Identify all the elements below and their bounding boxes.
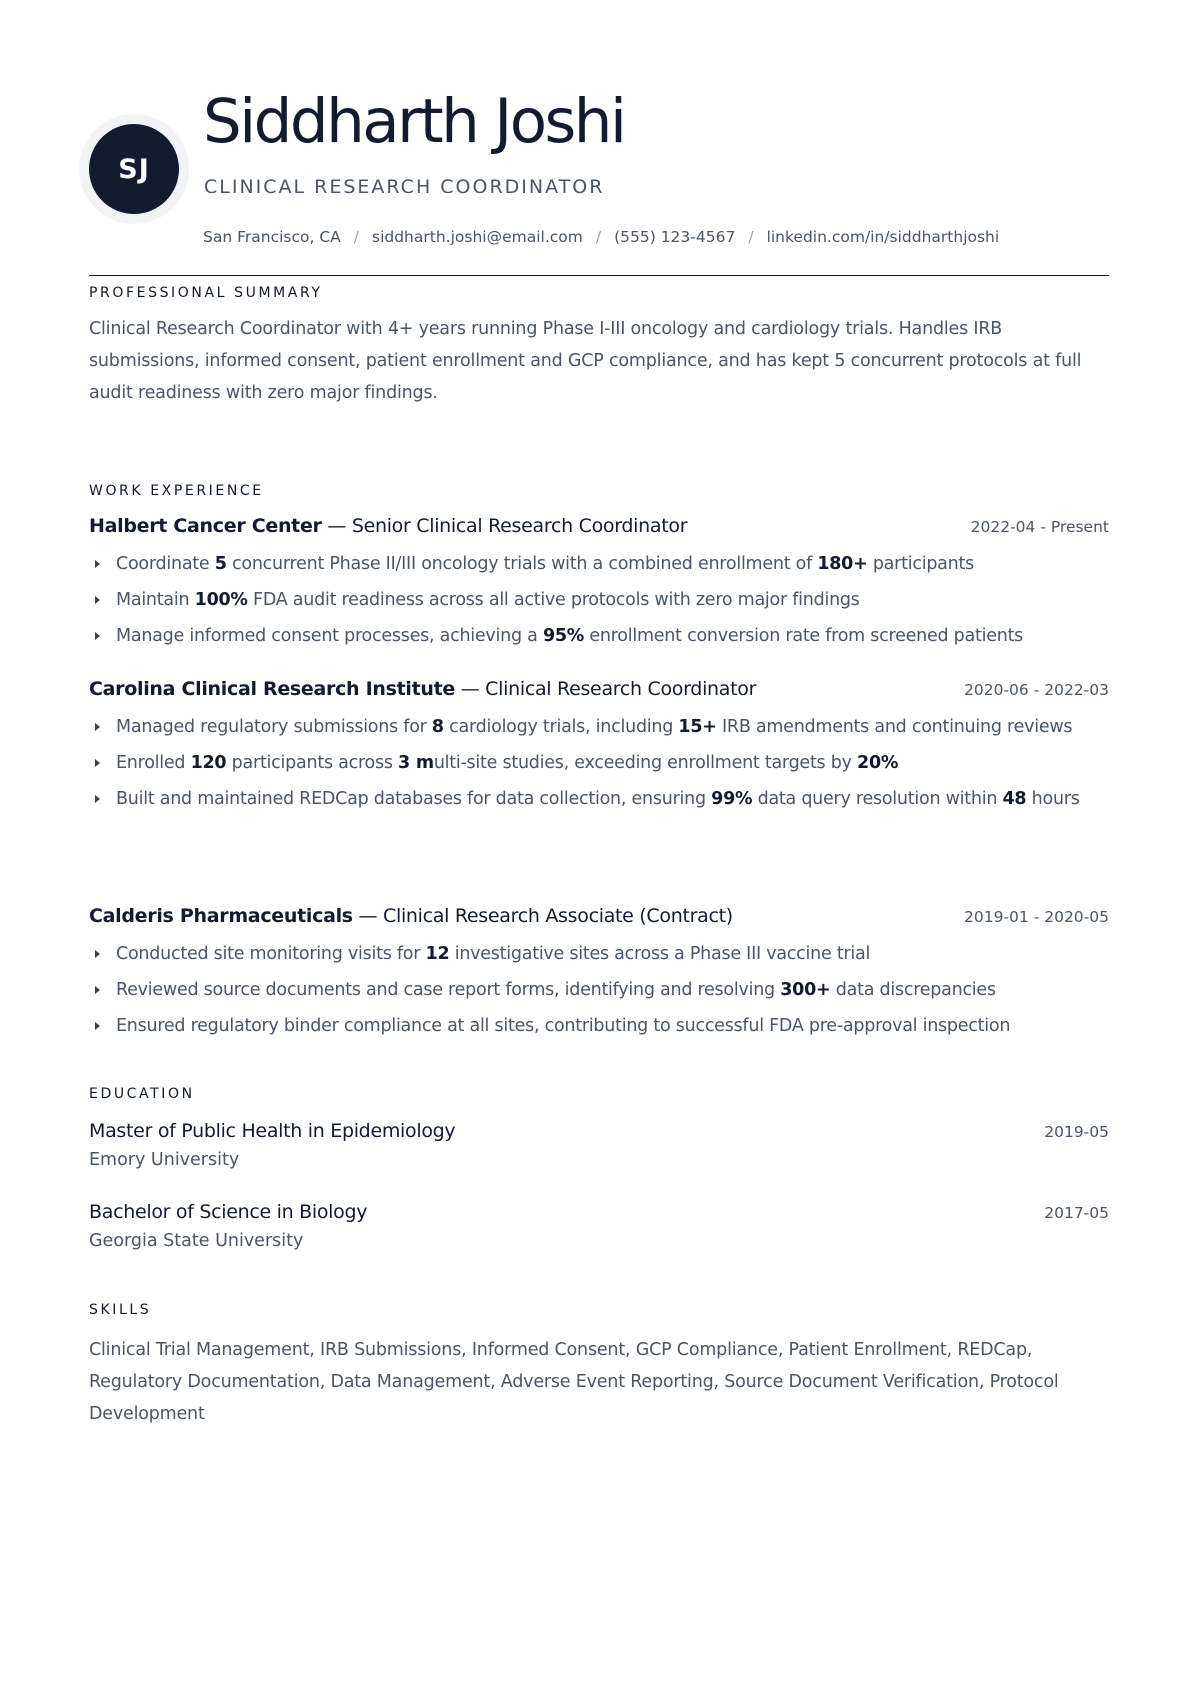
bullet-text: concurrent Phase II/III oncology trials with a combined enrollment of [226, 554, 818, 574]
job-dash: — [321, 515, 352, 537]
candidate-name: Siddharth Joshi [203, 86, 625, 157]
bullet-text: data query resolution within [752, 789, 1003, 809]
bullet-text: participants across [226, 753, 399, 773]
bullet-highlight: 100% [194, 590, 248, 610]
bullet-highlight: 180+ [817, 554, 868, 574]
contact-separator: / [748, 228, 754, 246]
job-header [89, 515, 1109, 545]
bullet-highlight: 15+ [678, 717, 717, 737]
job-role: Senior Clinical Research Coordinator [351, 515, 688, 537]
resume-page [89, 0, 1109, 1685]
contact-location: San Francisco, CA [203, 228, 341, 246]
education-school: Emory University [89, 1150, 240, 1170]
bullet-text: Ensured regulatory binder compliance at all sites, contributing to successful FDA pre-approval inspection [116, 1016, 1011, 1036]
bullet-text: Reviewed source documents and case report forms, identifying and resolving [116, 980, 781, 1000]
bullet-text: investigative sites across a Phase III vaccine trial [449, 944, 871, 964]
bullet-text: Enrolled [116, 753, 191, 773]
contact-separator: / [595, 228, 602, 246]
summary-heading: PROFESSIONAL SUMMARY [89, 285, 323, 301]
bullet-arrow-icon [95, 1022, 100, 1030]
job-title-line [89, 515, 687, 537]
bullet-highlight: 95% [542, 626, 585, 646]
bullet-highlight: 12 [425, 944, 450, 964]
job-bullets [89, 938, 1119, 1046]
bullet-text: enrollment conversion rate from screened patients [584, 626, 1024, 646]
job-company: Carolina Clinical Research Institute [89, 678, 455, 700]
job-dash: — [352, 905, 383, 927]
bullet-text: Maintain [116, 590, 195, 610]
resume-header [89, 0, 1109, 276]
job-dates: 2022-04 - Present [970, 518, 1109, 536]
job-bullet [89, 711, 1119, 743]
education-school: Georgia State University [89, 1231, 304, 1251]
job-role: Clinical Research Coordinator [485, 678, 757, 700]
job-bullet [89, 783, 1119, 815]
bullet-arrow-icon [95, 560, 100, 568]
job-bullet [89, 747, 1119, 779]
job-title-line [89, 678, 756, 700]
avatar [89, 124, 179, 214]
bullet-highlight: 120 [190, 753, 227, 773]
bullet-text: ulti-site studies, exceeding enrollment targets by [433, 753, 858, 773]
bullet-text: participants [867, 554, 974, 574]
job-role: Clinical Research Associate (Contract) [383, 905, 733, 927]
job-bullets [89, 711, 1119, 819]
education-date: 2017-05 [1044, 1204, 1109, 1222]
experience-heading: WORK EXPERIENCE [89, 483, 264, 499]
skills-heading: SKILLS [89, 1302, 152, 1318]
job-header [89, 905, 1109, 935]
education-degree: Master of Public Health in Epidemiology [89, 1120, 456, 1142]
education-degree: Bachelor of Science in Biology [89, 1201, 368, 1223]
job-bullet [89, 974, 1119, 1006]
contact-phone[interactable]: (555) 123-4567 [614, 228, 736, 246]
bullet-text: Manage informed consent processes, achieving a [116, 626, 543, 646]
job-bullets [89, 548, 1119, 656]
job-bullet [89, 584, 1119, 616]
bullet-arrow-icon [95, 759, 100, 767]
contact-linkedin[interactable]: linkedin.com/in/siddharthjoshi [766, 228, 1000, 246]
bullet-text: Built and maintained REDCap databases for data collection, ensuring [116, 789, 712, 809]
bullet-highlight: 99% [711, 789, 753, 809]
summary-text: Clinical Research Coordinator with 4+ years running Phase I-III oncology and cardiology trials. Handles IRB submissions, informed consent, patient enrollment and GCP compliance, and has kept 5 concurrent protocols at full audit readiness with zero major findings. [89, 319, 1082, 403]
bullet-highlight: 3 m [398, 753, 434, 773]
job-header [89, 678, 1109, 708]
job-bullet [89, 938, 1119, 970]
bullet-text: Coordinate [116, 554, 215, 574]
avatar-initials: SJ [118, 153, 150, 185]
bullet-arrow-icon [95, 795, 100, 803]
bullet-arrow-icon [95, 632, 100, 640]
job-title-line [89, 905, 733, 927]
job-company: Calderis Pharmaceuticals [89, 905, 353, 927]
bullet-highlight: 20% [857, 753, 899, 773]
bullet-arrow-icon [95, 723, 100, 731]
bullet-text: data discrepancies [830, 980, 996, 1000]
bullet-highlight: 300+ [780, 980, 831, 1000]
education-item [89, 1201, 1109, 1261]
bullet-arrow-icon [95, 950, 100, 958]
bullet-text: Managed regulatory submissions for [116, 717, 432, 737]
job-bullet [89, 620, 1119, 652]
education-heading: EDUCATION [89, 1086, 195, 1102]
bullet-arrow-icon [95, 596, 100, 604]
contact-line [203, 228, 999, 246]
bullet-highlight: 8 [431, 717, 444, 737]
skills-text: Clinical Trial Management, IRB Submissions, Informed Consent, GCP Compliance, Patient Enrollment, REDCap, Regulatory Documentation, Data Management, Adverse Event Reporting, Source Document Verification, Protocol Development [89, 1340, 1059, 1424]
candidate-title: CLINICAL RESEARCH COORDINATOR [204, 176, 605, 198]
education-date: 2019-05 [1044, 1123, 1109, 1141]
education-item [89, 1120, 1109, 1180]
bullet-text: FDA audit readiness across all active protocols with zero major findings [247, 590, 860, 610]
bullet-text: Conducted site monitoring visits for [116, 944, 426, 964]
bullet-text: hours [1026, 789, 1080, 809]
bullet-arrow-icon [95, 986, 100, 994]
bullet-highlight: 5 [214, 554, 227, 574]
bullet-highlight: 48 [1002, 789, 1027, 809]
job-dates: 2019-01 - 2020-05 [964, 908, 1109, 926]
job-bullet [89, 1010, 1119, 1042]
contact-email[interactable]: siddharth.joshi@email.com [372, 228, 583, 246]
job-dates: 2020-06 - 2022-03 [964, 681, 1109, 699]
job-company: Halbert Cancer Center [89, 515, 322, 537]
job-dash: — [454, 678, 486, 700]
bullet-text: IRB amendments and continuing reviews [716, 717, 1073, 737]
job-bullet [89, 548, 1119, 580]
bullet-text: cardiology trials, including [443, 717, 679, 737]
contact-separator: / [353, 228, 359, 246]
